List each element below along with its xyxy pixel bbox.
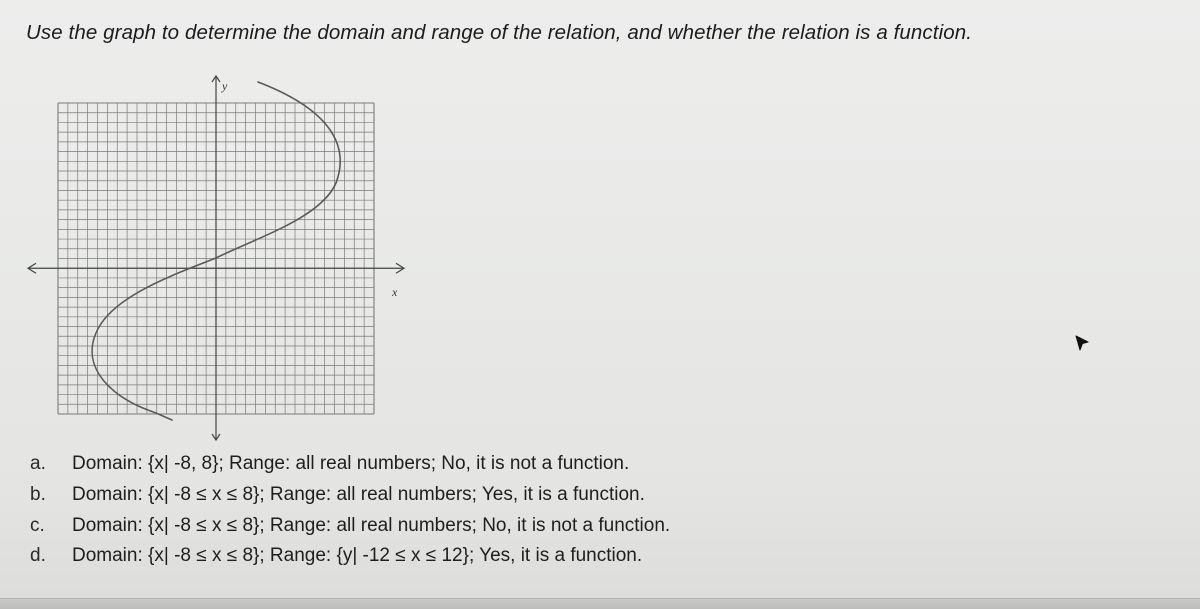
choice-b[interactable] [30, 480, 670, 511]
choice-letter: c. [30, 514, 45, 536]
choice-text: Domain: {x| -8 ≤ x ≤ 8}; Range: {y| -12 ≤ x ≤ 12}; Yes, it is a function. [72, 545, 643, 567]
question-text: Use the graph to determine the domain and range of the relation, and whether the relation is a function. [26, 21, 973, 44]
bottom-edge [0, 598, 1200, 609]
choice-letter: a. [30, 453, 46, 474]
choice-a[interactable] [30, 449, 670, 480]
choice-text: Domain: {x| -8 ≤ x ≤ 8}; Range: all real numbers; Yes, it is a function. [72, 483, 645, 505]
x-axis-label: x [392, 285, 398, 300]
choice-letter: b. [30, 483, 46, 505]
y-axis-label: y [222, 79, 228, 93]
choice-text: Domain: {x| -8, 8}; Range: all real numbers; No, it is not a function. [72, 453, 630, 474]
choice-c[interactable] [30, 511, 670, 542]
choice-letter: d. [30, 545, 46, 567]
choice-text: Domain: {x| -8 ≤ x ≤ 8}; Range: all real numbers; No, it is not a function. [72, 514, 671, 536]
answer-choices [30, 449, 670, 572]
mouse-pointer-icon [1074, 334, 1090, 354]
relation-graph [20, 68, 420, 448]
choice-d[interactable] [30, 541, 670, 572]
